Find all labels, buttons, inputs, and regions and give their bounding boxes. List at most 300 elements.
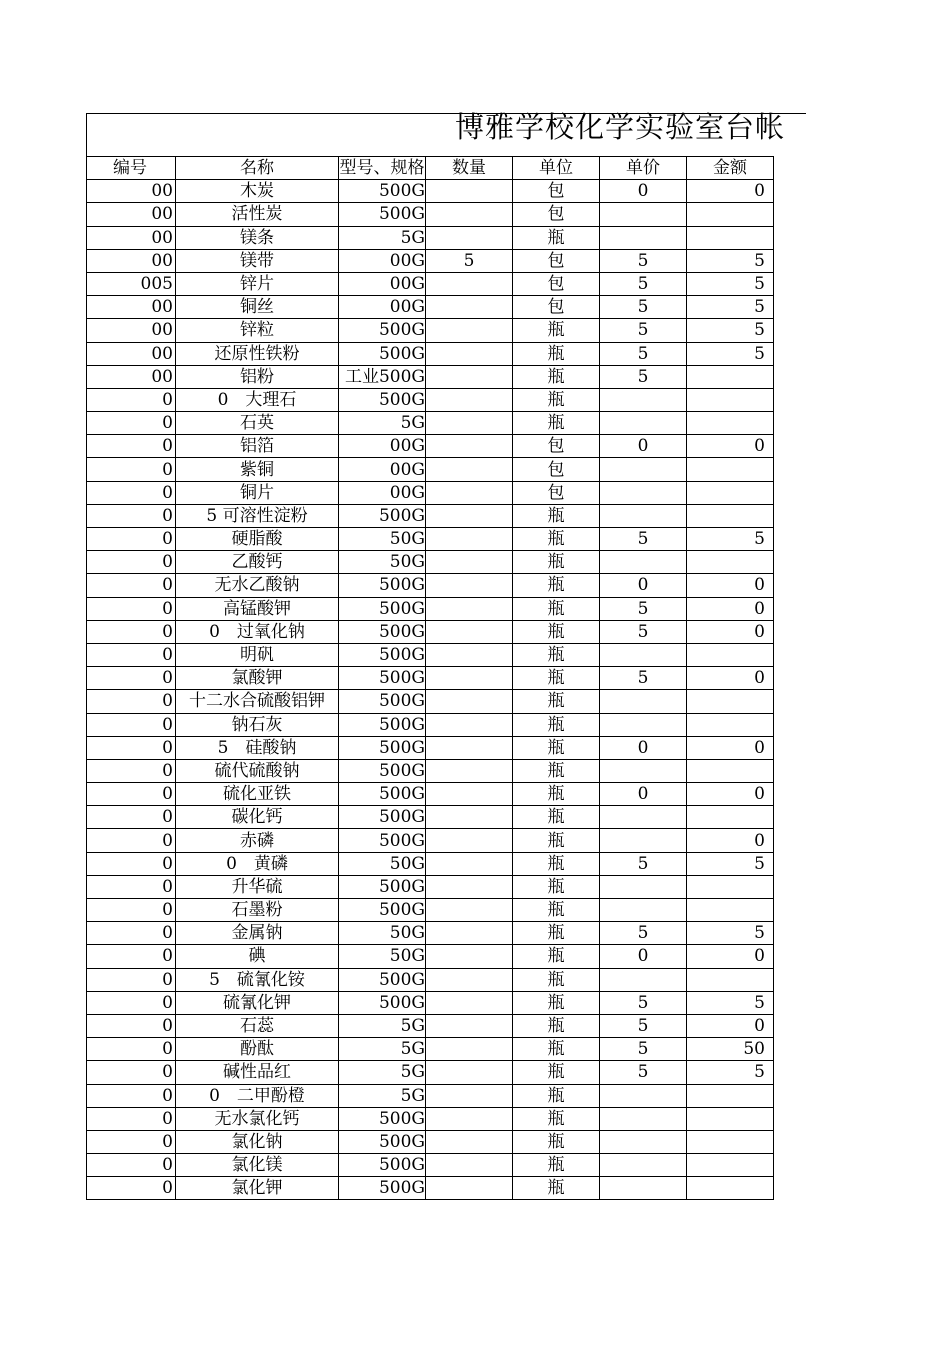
cell-amount: 0 — [687, 945, 774, 968]
cell-amount: 5 — [687, 1061, 774, 1084]
cell-spec: 500G — [339, 736, 426, 759]
cell-amount — [687, 203, 774, 226]
header-price: 单价 — [600, 157, 687, 180]
cell-price: 5 — [600, 852, 687, 875]
cell-unit: 瓶 — [513, 1107, 600, 1130]
cell-code: 00 — [87, 249, 176, 272]
cell-amount: 0 — [687, 180, 774, 203]
cell-qty — [426, 783, 513, 806]
cell-name: 氯化镁 — [176, 1154, 339, 1177]
cell-qty — [426, 945, 513, 968]
cell-unit: 瓶 — [513, 574, 600, 597]
cell-amount — [687, 643, 774, 666]
cell-unit: 瓶 — [513, 551, 600, 574]
cell-spec: 工业500G — [339, 365, 426, 388]
cell-price — [600, 481, 687, 504]
cell-unit: 瓶 — [513, 504, 600, 527]
cell-unit: 瓶 — [513, 1061, 600, 1084]
table-row — [87, 365, 774, 388]
cell-spec: 5G — [339, 1084, 426, 1107]
table-row — [87, 1014, 774, 1037]
cell-spec: 500G — [339, 1107, 426, 1130]
cell-name: 高锰酸钾 — [176, 597, 339, 620]
cell-unit: 瓶 — [513, 875, 600, 898]
cell-code: 0 — [87, 1014, 176, 1037]
table-row — [87, 296, 774, 319]
cell-code: 0 — [87, 643, 176, 666]
table-row — [87, 1130, 774, 1153]
cell-amount — [687, 759, 774, 782]
table-body — [87, 180, 774, 1200]
table-row — [87, 991, 774, 1014]
cell-qty — [426, 388, 513, 411]
page-title: 博雅学校化学实验室台帐 — [455, 110, 786, 144]
table-row — [87, 1061, 774, 1084]
cell-qty — [426, 667, 513, 690]
table-row — [87, 574, 774, 597]
cell-amount — [687, 690, 774, 713]
cell-name: 石蕊 — [176, 1014, 339, 1037]
cell-amount: 0 — [687, 574, 774, 597]
cell-code: 0 — [87, 922, 176, 945]
cell-spec: 00G — [339, 249, 426, 272]
table-row — [87, 875, 774, 898]
cell-price: 0 — [600, 736, 687, 759]
cell-price: 0 — [600, 180, 687, 203]
cell-code: 0 — [87, 852, 176, 875]
cell-spec: 50G — [339, 945, 426, 968]
cell-spec: 5G — [339, 226, 426, 249]
cell-price — [600, 829, 687, 852]
cell-spec: 500G — [339, 319, 426, 342]
cell-qty — [426, 1107, 513, 1130]
cell-code: 00 — [87, 365, 176, 388]
cell-unit: 瓶 — [513, 620, 600, 643]
cell-name: 升华硫 — [176, 875, 339, 898]
header-name: 名称 — [176, 157, 339, 180]
cell-price: 0 — [600, 435, 687, 458]
cell-code: 0 — [87, 435, 176, 458]
cell-unit: 瓶 — [513, 226, 600, 249]
cell-spec: 5G — [339, 1038, 426, 1061]
cell-qty — [426, 1061, 513, 1084]
cell-code: 0 — [87, 528, 176, 551]
cell-spec: 500G — [339, 713, 426, 736]
cell-amount — [687, 551, 774, 574]
cell-price — [600, 806, 687, 829]
cell-unit: 瓶 — [513, 388, 600, 411]
cell-code: 005 — [87, 272, 176, 295]
cell-spec: 50G — [339, 852, 426, 875]
cell-unit: 瓶 — [513, 528, 600, 551]
cell-spec: 500G — [339, 899, 426, 922]
cell-qty — [426, 620, 513, 643]
cell-price: 5 — [600, 620, 687, 643]
cell-price — [600, 1130, 687, 1153]
cell-code: 0 — [87, 1177, 176, 1200]
cell-unit: 瓶 — [513, 829, 600, 852]
cell-name: 氯化钠 — [176, 1130, 339, 1153]
cell-code: 0 — [87, 597, 176, 620]
cell-unit: 瓶 — [513, 1130, 600, 1153]
cell-qty — [426, 643, 513, 666]
cell-price — [600, 504, 687, 527]
table-row — [87, 388, 774, 411]
cell-spec: 500G — [339, 597, 426, 620]
cell-unit: 瓶 — [513, 342, 600, 365]
cell-name: 碳化钙 — [176, 806, 339, 829]
cell-name: 0 黄磷 — [176, 852, 339, 875]
cell-amount — [687, 504, 774, 527]
cell-qty — [426, 806, 513, 829]
cell-code: 00 — [87, 296, 176, 319]
cell-amount — [687, 806, 774, 829]
table-row — [87, 597, 774, 620]
cell-qty — [426, 1154, 513, 1177]
table-row — [87, 180, 774, 203]
cell-price — [600, 458, 687, 481]
cell-code: 0 — [87, 1084, 176, 1107]
cell-qty — [426, 272, 513, 295]
table-row — [87, 504, 774, 527]
cell-spec: 500G — [339, 1154, 426, 1177]
cell-spec: 00G — [339, 272, 426, 295]
table-row — [87, 1107, 774, 1130]
cell-qty — [426, 1130, 513, 1153]
cell-unit: 瓶 — [513, 1084, 600, 1107]
cell-name: 钠石灰 — [176, 713, 339, 736]
table-row — [87, 249, 774, 272]
cell-name: 紫铜 — [176, 458, 339, 481]
cell-qty — [426, 180, 513, 203]
cell-amount — [687, 388, 774, 411]
table-row — [87, 435, 774, 458]
table-row — [87, 1038, 774, 1061]
table-row — [87, 319, 774, 342]
table-row — [87, 1084, 774, 1107]
cell-qty — [426, 528, 513, 551]
cell-name: 赤磷 — [176, 829, 339, 852]
cell-name: 0 过氧化钠 — [176, 620, 339, 643]
cell-unit: 瓶 — [513, 643, 600, 666]
cell-code: 0 — [87, 458, 176, 481]
cell-amount: 5 — [687, 249, 774, 272]
cell-unit: 包 — [513, 458, 600, 481]
cell-spec: 500G — [339, 968, 426, 991]
cell-code: 0 — [87, 690, 176, 713]
cell-amount — [687, 412, 774, 435]
table-row — [87, 1154, 774, 1177]
cell-price — [600, 759, 687, 782]
table-row — [87, 783, 774, 806]
cell-unit: 瓶 — [513, 412, 600, 435]
cell-price: 0 — [600, 574, 687, 597]
cell-price — [600, 713, 687, 736]
cell-price: 5 — [600, 319, 687, 342]
cell-price: 0 — [600, 945, 687, 968]
cell-price — [600, 226, 687, 249]
cell-spec: 500G — [339, 620, 426, 643]
cell-name: 镁条 — [176, 226, 339, 249]
cell-name: 硫氰化钾 — [176, 991, 339, 1014]
cell-name: 锌粒 — [176, 319, 339, 342]
cell-unit: 瓶 — [513, 713, 600, 736]
cell-unit: 瓶 — [513, 945, 600, 968]
cell-code: 0 — [87, 551, 176, 574]
cell-qty — [426, 759, 513, 782]
cell-code: 0 — [87, 1154, 176, 1177]
cell-price: 5 — [600, 249, 687, 272]
cell-price — [600, 690, 687, 713]
cell-name: 镁带 — [176, 249, 339, 272]
cell-unit: 瓶 — [513, 365, 600, 388]
cell-price — [600, 412, 687, 435]
inventory-table — [86, 156, 774, 1200]
cell-unit: 瓶 — [513, 922, 600, 945]
table-row — [87, 713, 774, 736]
cell-spec: 500G — [339, 574, 426, 597]
cell-name: 5 可溶性淀粉 — [176, 504, 339, 527]
cell-price: 5 — [600, 991, 687, 1014]
cell-name: 硫代硫酸钠 — [176, 759, 339, 782]
cell-qty — [426, 852, 513, 875]
cell-spec: 50G — [339, 922, 426, 945]
cell-price: 5 — [600, 1038, 687, 1061]
table-row — [87, 620, 774, 643]
cell-amount — [687, 1107, 774, 1130]
cell-unit: 瓶 — [513, 852, 600, 875]
cell-code: 0 — [87, 899, 176, 922]
cell-amount — [687, 1130, 774, 1153]
cell-name: 铜丝 — [176, 296, 339, 319]
cell-spec: 500G — [339, 829, 426, 852]
cell-amount — [687, 968, 774, 991]
cell-unit: 瓶 — [513, 1154, 600, 1177]
cell-unit: 包 — [513, 203, 600, 226]
cell-spec: 500G — [339, 690, 426, 713]
cell-price: 5 — [600, 922, 687, 945]
cell-qty: 5 — [426, 249, 513, 272]
cell-name: 5 硫氰化铵 — [176, 968, 339, 991]
cell-amount: 0 — [687, 783, 774, 806]
cell-price — [600, 899, 687, 922]
cell-qty — [426, 458, 513, 481]
cell-spec: 500G — [339, 991, 426, 1014]
cell-name: 氯化钾 — [176, 1177, 339, 1200]
cell-code: 00 — [87, 180, 176, 203]
cell-qty — [426, 1038, 513, 1061]
cell-amount: 5 — [687, 528, 774, 551]
header-unit: 单位 — [513, 157, 600, 180]
cell-qty — [426, 319, 513, 342]
cell-price — [600, 875, 687, 898]
cell-price: 5 — [600, 365, 687, 388]
table-row — [87, 829, 774, 852]
cell-price — [600, 1107, 687, 1130]
cell-price — [600, 1084, 687, 1107]
cell-qty — [426, 922, 513, 945]
cell-qty — [426, 875, 513, 898]
cell-code: 0 — [87, 388, 176, 411]
cell-price — [600, 968, 687, 991]
table-row — [87, 852, 774, 875]
cell-name: 酚酞 — [176, 1038, 339, 1061]
cell-unit: 瓶 — [513, 783, 600, 806]
cell-amount: 0 — [687, 667, 774, 690]
cell-name: 乙酸钙 — [176, 551, 339, 574]
cell-name: 铝粉 — [176, 365, 339, 388]
cell-code: 0 — [87, 667, 176, 690]
cell-name: 金属钠 — [176, 922, 339, 945]
cell-qty — [426, 203, 513, 226]
cell-name: 硫化亚铁 — [176, 783, 339, 806]
cell-spec: 50G — [339, 528, 426, 551]
table-row — [87, 458, 774, 481]
cell-qty — [426, 829, 513, 852]
cell-amount: 5 — [687, 991, 774, 1014]
cell-code: 0 — [87, 806, 176, 829]
cell-qty — [426, 296, 513, 319]
cell-code: 00 — [87, 203, 176, 226]
header-row — [87, 157, 774, 180]
cell-qty — [426, 365, 513, 388]
cell-unit: 包 — [513, 180, 600, 203]
table-row — [87, 342, 774, 365]
header-qty: 数量 — [426, 157, 513, 180]
cell-amount — [687, 875, 774, 898]
cell-amount: 0 — [687, 829, 774, 852]
cell-amount: 5 — [687, 296, 774, 319]
header-spec: 型号、规格 — [339, 158, 425, 179]
cell-amount — [687, 1177, 774, 1200]
cell-unit: 瓶 — [513, 1177, 600, 1200]
table-row — [87, 667, 774, 690]
cell-qty — [426, 597, 513, 620]
cell-price: 5 — [600, 1061, 687, 1084]
table-row — [87, 528, 774, 551]
cell-qty — [426, 991, 513, 1014]
cell-name: 木炭 — [176, 180, 339, 203]
cell-name: 锌片 — [176, 272, 339, 295]
cell-spec: 00G — [339, 435, 426, 458]
cell-unit: 瓶 — [513, 991, 600, 1014]
cell-name: 碱性品红 — [176, 1061, 339, 1084]
cell-code: 0 — [87, 783, 176, 806]
cell-code: 00 — [87, 319, 176, 342]
cell-code: 0 — [87, 829, 176, 852]
cell-unit: 包 — [513, 272, 600, 295]
cell-unit: 瓶 — [513, 759, 600, 782]
cell-amount: 0 — [687, 435, 774, 458]
cell-qty — [426, 713, 513, 736]
cell-spec: 5G — [339, 412, 426, 435]
cell-code: 00 — [87, 226, 176, 249]
cell-price — [600, 388, 687, 411]
cell-unit: 瓶 — [513, 319, 600, 342]
cell-unit: 瓶 — [513, 899, 600, 922]
cell-code: 0 — [87, 1061, 176, 1084]
cell-price: 5 — [600, 296, 687, 319]
cell-name: 5 硅酸钠 — [176, 736, 339, 759]
cell-amount: 5 — [687, 342, 774, 365]
cell-code: 0 — [87, 875, 176, 898]
cell-price — [600, 203, 687, 226]
cell-qty — [426, 412, 513, 435]
cell-price — [600, 551, 687, 574]
cell-code: 0 — [87, 759, 176, 782]
cell-qty — [426, 899, 513, 922]
cell-qty — [426, 226, 513, 249]
cell-amount — [687, 226, 774, 249]
cell-amount — [687, 365, 774, 388]
cell-spec: 500G — [339, 180, 426, 203]
cell-unit: 包 — [513, 435, 600, 458]
header-code: 编号 — [87, 157, 176, 180]
cell-amount — [687, 899, 774, 922]
cell-qty — [426, 504, 513, 527]
cell-price: 5 — [600, 1014, 687, 1037]
cell-spec: 500G — [339, 342, 426, 365]
cell-qty — [426, 435, 513, 458]
table-row — [87, 736, 774, 759]
cell-spec: 50G — [339, 551, 426, 574]
cell-spec: 500G — [339, 806, 426, 829]
cell-amount — [687, 1154, 774, 1177]
cell-price: 5 — [600, 272, 687, 295]
cell-name: 明矾 — [176, 643, 339, 666]
cell-name: 碘 — [176, 945, 339, 968]
cell-spec: 500G — [339, 1130, 426, 1153]
table-row — [87, 968, 774, 991]
cell-name: 无水氯化钙 — [176, 1107, 339, 1130]
cell-price: 5 — [600, 597, 687, 620]
cell-code: 00 — [87, 342, 176, 365]
cell-amount: 5 — [687, 272, 774, 295]
cell-unit: 瓶 — [513, 1038, 600, 1061]
cell-price: 5 — [600, 528, 687, 551]
cell-qty — [426, 1014, 513, 1037]
cell-spec: 500G — [339, 875, 426, 898]
cell-price: 5 — [600, 342, 687, 365]
cell-price — [600, 643, 687, 666]
cell-code: 0 — [87, 481, 176, 504]
table-row — [87, 272, 774, 295]
cell-name: 石墨粉 — [176, 899, 339, 922]
cell-code: 0 — [87, 1130, 176, 1153]
table-row — [87, 412, 774, 435]
cell-spec: 500G — [339, 1177, 426, 1200]
cell-qty — [426, 968, 513, 991]
cell-name: 0 二甲酚橙 — [176, 1084, 339, 1107]
cell-spec: 500G — [339, 783, 426, 806]
cell-price — [600, 1154, 687, 1177]
cell-qty — [426, 574, 513, 597]
cell-price: 0 — [600, 783, 687, 806]
cell-qty — [426, 551, 513, 574]
cell-amount — [687, 713, 774, 736]
cell-name: 铜片 — [176, 481, 339, 504]
cell-amount — [687, 1084, 774, 1107]
cell-spec: 500G — [339, 667, 426, 690]
cell-code: 0 — [87, 412, 176, 435]
cell-name: 十二水合硫酸铝钾 — [176, 690, 339, 713]
cell-amount: 5 — [687, 319, 774, 342]
table-row — [87, 551, 774, 574]
cell-spec: 500G — [339, 643, 426, 666]
cell-name: 石英 — [176, 412, 339, 435]
cell-spec: 500G — [339, 504, 426, 527]
table-row — [87, 203, 774, 226]
